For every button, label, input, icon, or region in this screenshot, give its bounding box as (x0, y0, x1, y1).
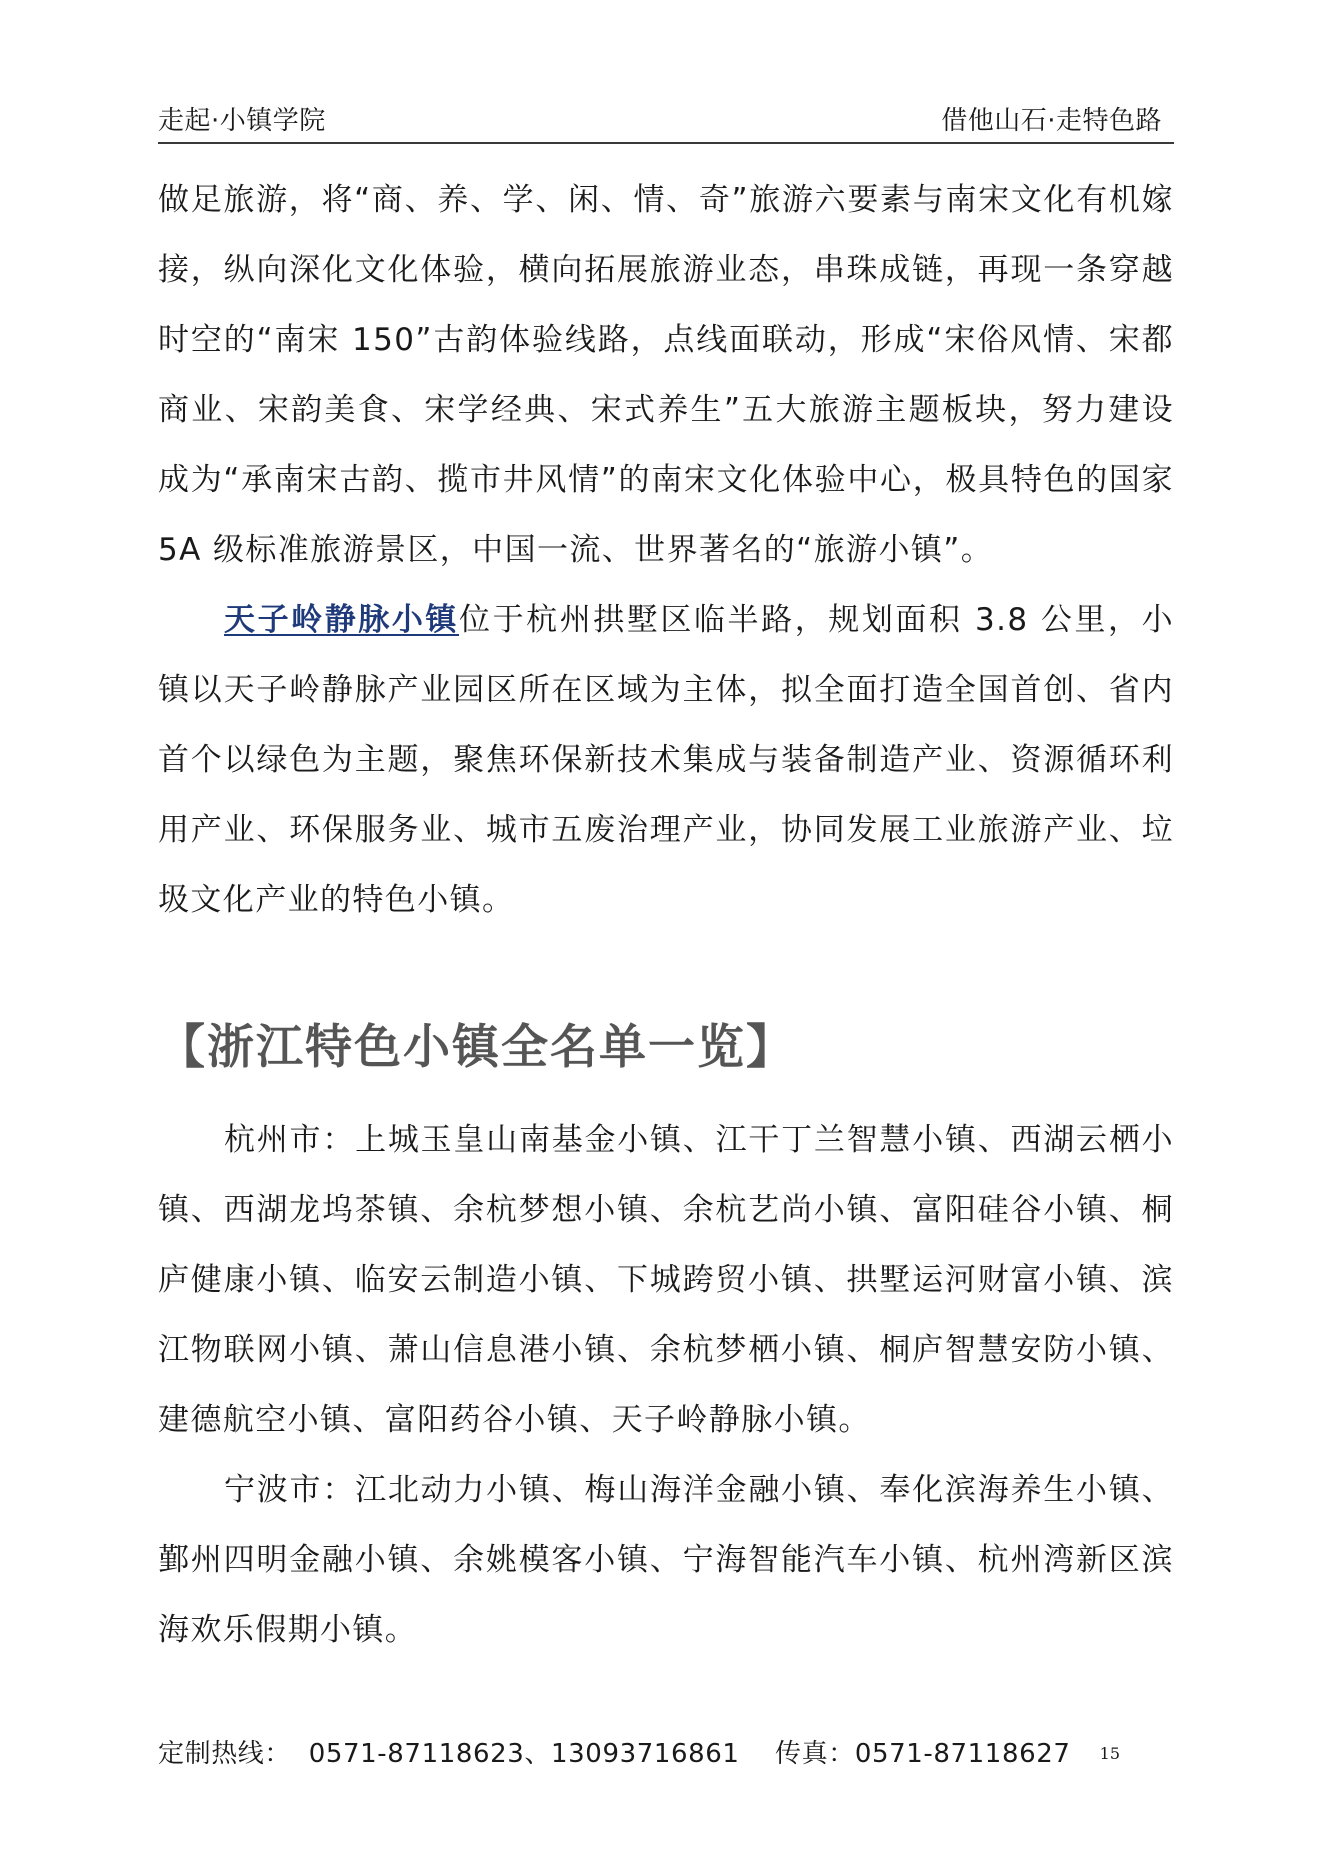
city-ningbo-list: 宁波市：江北动力小镇、梅山海洋金融小镇、奉化滨海养生小镇、鄞州四明金融小镇、余姚模客小镇、宁海智能汽车小镇、杭州湾新区滨海欢乐假期小镇。 (158, 1472, 1174, 1648)
page-number: 15 (1099, 1744, 1120, 1763)
header-right-title: 借他山石·走特色路 (941, 106, 1162, 136)
tianziling-description: 位于杭州拱墅区临半路，规划面积 3.8 公里，小镇以天子岭静脉产业园区所在区域为主体，拟全面打造全国首创、省内首个以绿色为主题，聚焦环保新技术集成与装备制造产业、资源循环利用产业、环保服务业、城市五废治理产业，协同发展工业旅游产业、垃圾文化产业的特色小镇。 (158, 602, 1174, 918)
tianziling-town-link[interactable]: 天子岭静脉小镇 (224, 602, 459, 638)
page-footer (158, 1736, 1174, 1776)
paragraph-tianziling (158, 585, 1174, 935)
footer-contact: 定制热线： 0571-87118623、13093716861 传真：0571-87118627 (158, 1739, 1071, 1769)
body-content (158, 165, 1174, 935)
town-list (158, 1105, 1174, 1665)
section-title: 【浙江特色小镇全名单一览】 (158, 1020, 795, 1075)
page-header (158, 98, 1174, 144)
header-left-title: 走起·小镇学院 (158, 106, 326, 136)
paragraph-tourism: 做足旅游，将“商、养、学、闲、情、奇”旅游六要素与南宋文化有机嫁接，纵向深化文化体验，横向拓展旅游业态，串珠成链，再现一条穿越时空的“南宋 150”古韵体验线路，点线面联动，形成“宋俗风情、宋都商业、宋韵美食、宋学经典、宋式养生”五大旅游主题板块，努力建设成为“承南宋古韵、揽市井风情”的南宋文化体验中心，极具特色的国家 5A 级标准旅游景区，中国一流、世界著名的“旅游小镇”。 (158, 182, 1174, 568)
city-hangzhou-list: 杭州市：上城玉皇山南基金小镇、江干丁兰智慧小镇、西湖云栖小镇、西湖龙坞茶镇、余杭梦想小镇、余杭艺尚小镇、富阳硅谷小镇、桐庐健康小镇、临安云制造小镇、下城跨贸小镇、拱墅运河财富小镇、滨江物联网小镇、萧山信息港小镇、余杭梦栖小镇、桐庐智慧安防小镇、建德航空小镇、富阳药谷小镇、天子岭静脉小镇。 (158, 1122, 1174, 1438)
